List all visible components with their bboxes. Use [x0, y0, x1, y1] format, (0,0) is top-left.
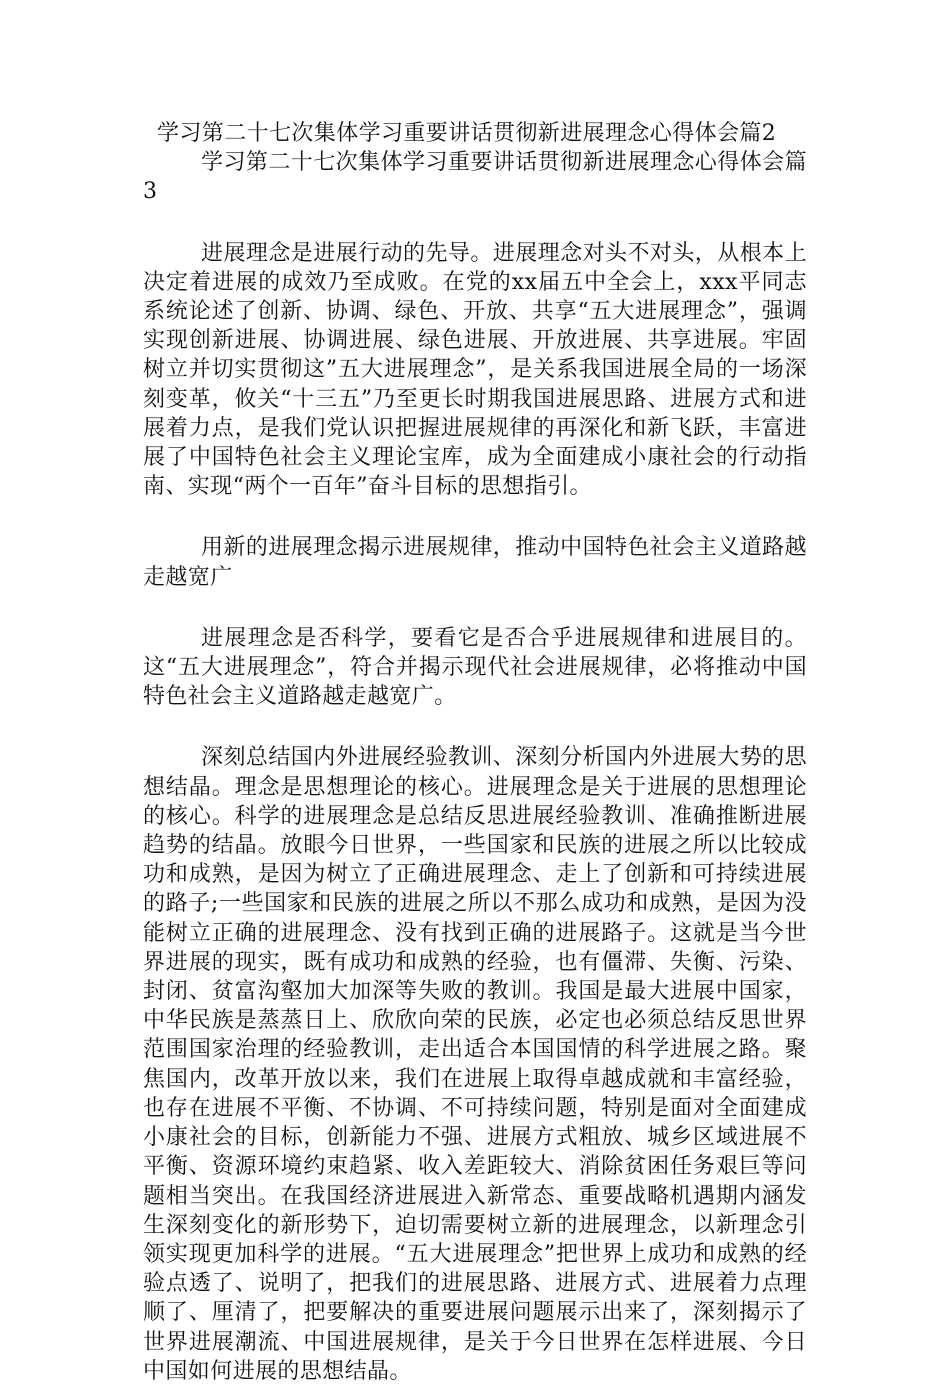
title-line-2: 学习第二十七次集体学习重要讲话贯彻新进展理念心得体会篇3: [143, 150, 807, 205]
document-body: [143, 119, 807, 1386]
spacer: [143, 207, 807, 239]
title-line-1: 学习第二十七次集体学习重要讲话贯彻新进展理念心得体会篇2: [157, 121, 777, 146]
paragraph-3: 深刻总结国内外进展经验教训、深刻分析国内外进展大势的思想结晶。理念是思想理论的核心。进展理念是关于进展的思想理论的核心。科学的进展理念是总结反思进展经验教训、准确推断进展趋势的结晶。放眼今日世界，一些国家和民族的进展之所以比较成功和成熟，是因为树立了正确进展理念、走上了创新和可持续进展的路子;一些国家和民族的进展之所以不那么成功和成熟，是因为没能树立正确的进展理念、没有找到正确的进展路子。这就是当今世界进展的现实，既有成功和成熟的经验，也有僵滞、失衡、污染、封闭、贫富沟壑加大加深等失败的教训。我国是最大进展中国家，中华民族是蒸蒸日上、欣欣向荣的民族，必定也必须总结反思世界范围国家治理的经验教训，走出适合本国国情的科学进展之路。聚焦国内，改革开放以来，我们在进展上取得卓越成就和丰富经验，也存在进展不平衡、不协调、不可持续问题，特别是面对全面建成小康社会的目标，创新能力不强、进展方式粗放、城乡区域进展不平衡、资源环境约束趋紧、收入差距较大、消除贫困任务艰巨等问题相当突出。在我国经济进展进入新常态、重要战略机遇期内涵发生深刻变化的新形势下，迫切需要树立新的进展理念，以新理念引领实现更加科学的进展。“五大进展理念”把世界上成功和成熟的经验点透了、说明了，把我们的进展思路、进展方式、进展着力点理顺了、厘清了，把要解决的重要进展问题展示出来了，深刻揭示了世界进展潮流、中国进展规律，是关于今日世界在怎样进展、今日中国如何进展的思想结晶。: [143, 745, 807, 1384]
spacer: [143, 501, 807, 533]
spacer: [143, 711, 807, 743]
paragraph-1: 进展理念是进展行动的先导。进展理念对头不对头，从根本上决定着进展的成效乃至成败。在党的xx届五中全会上，xxx平同志系统论述了创新、协调、绿色、开放、共享“五大进展理念”，强调实现创新进展、协调进展、绿色进展、开放进展、共享进展。牢固树立并切实贯彻这”五大进展理念”，是关系我国进展全局的一场深刻变革，攸关“十三五”乃至更长时期我国进展思路、进展方式和进展着力点，是我们党认识把握进展规律的再深化和新飞跃，丰富进展了中国特色社会主义理论宝库，成为全面建成小康社会的行动指南、实现“两个一百年”奋斗目标的思想指引。: [143, 240, 807, 500]
paragraph-2: 进展理念是否科学，要看它是否合乎进展规律和进展目的。这“五大进展理念”，符合并揭示现代社会进展规律，必将推动中国特色社会主义道路越走越宽广。: [143, 625, 807, 710]
section-heading: 用新的进展理念揭示进展规律，推动中国特色社会主义道路越走越宽广: [143, 535, 807, 590]
spacer: [143, 592, 807, 624]
